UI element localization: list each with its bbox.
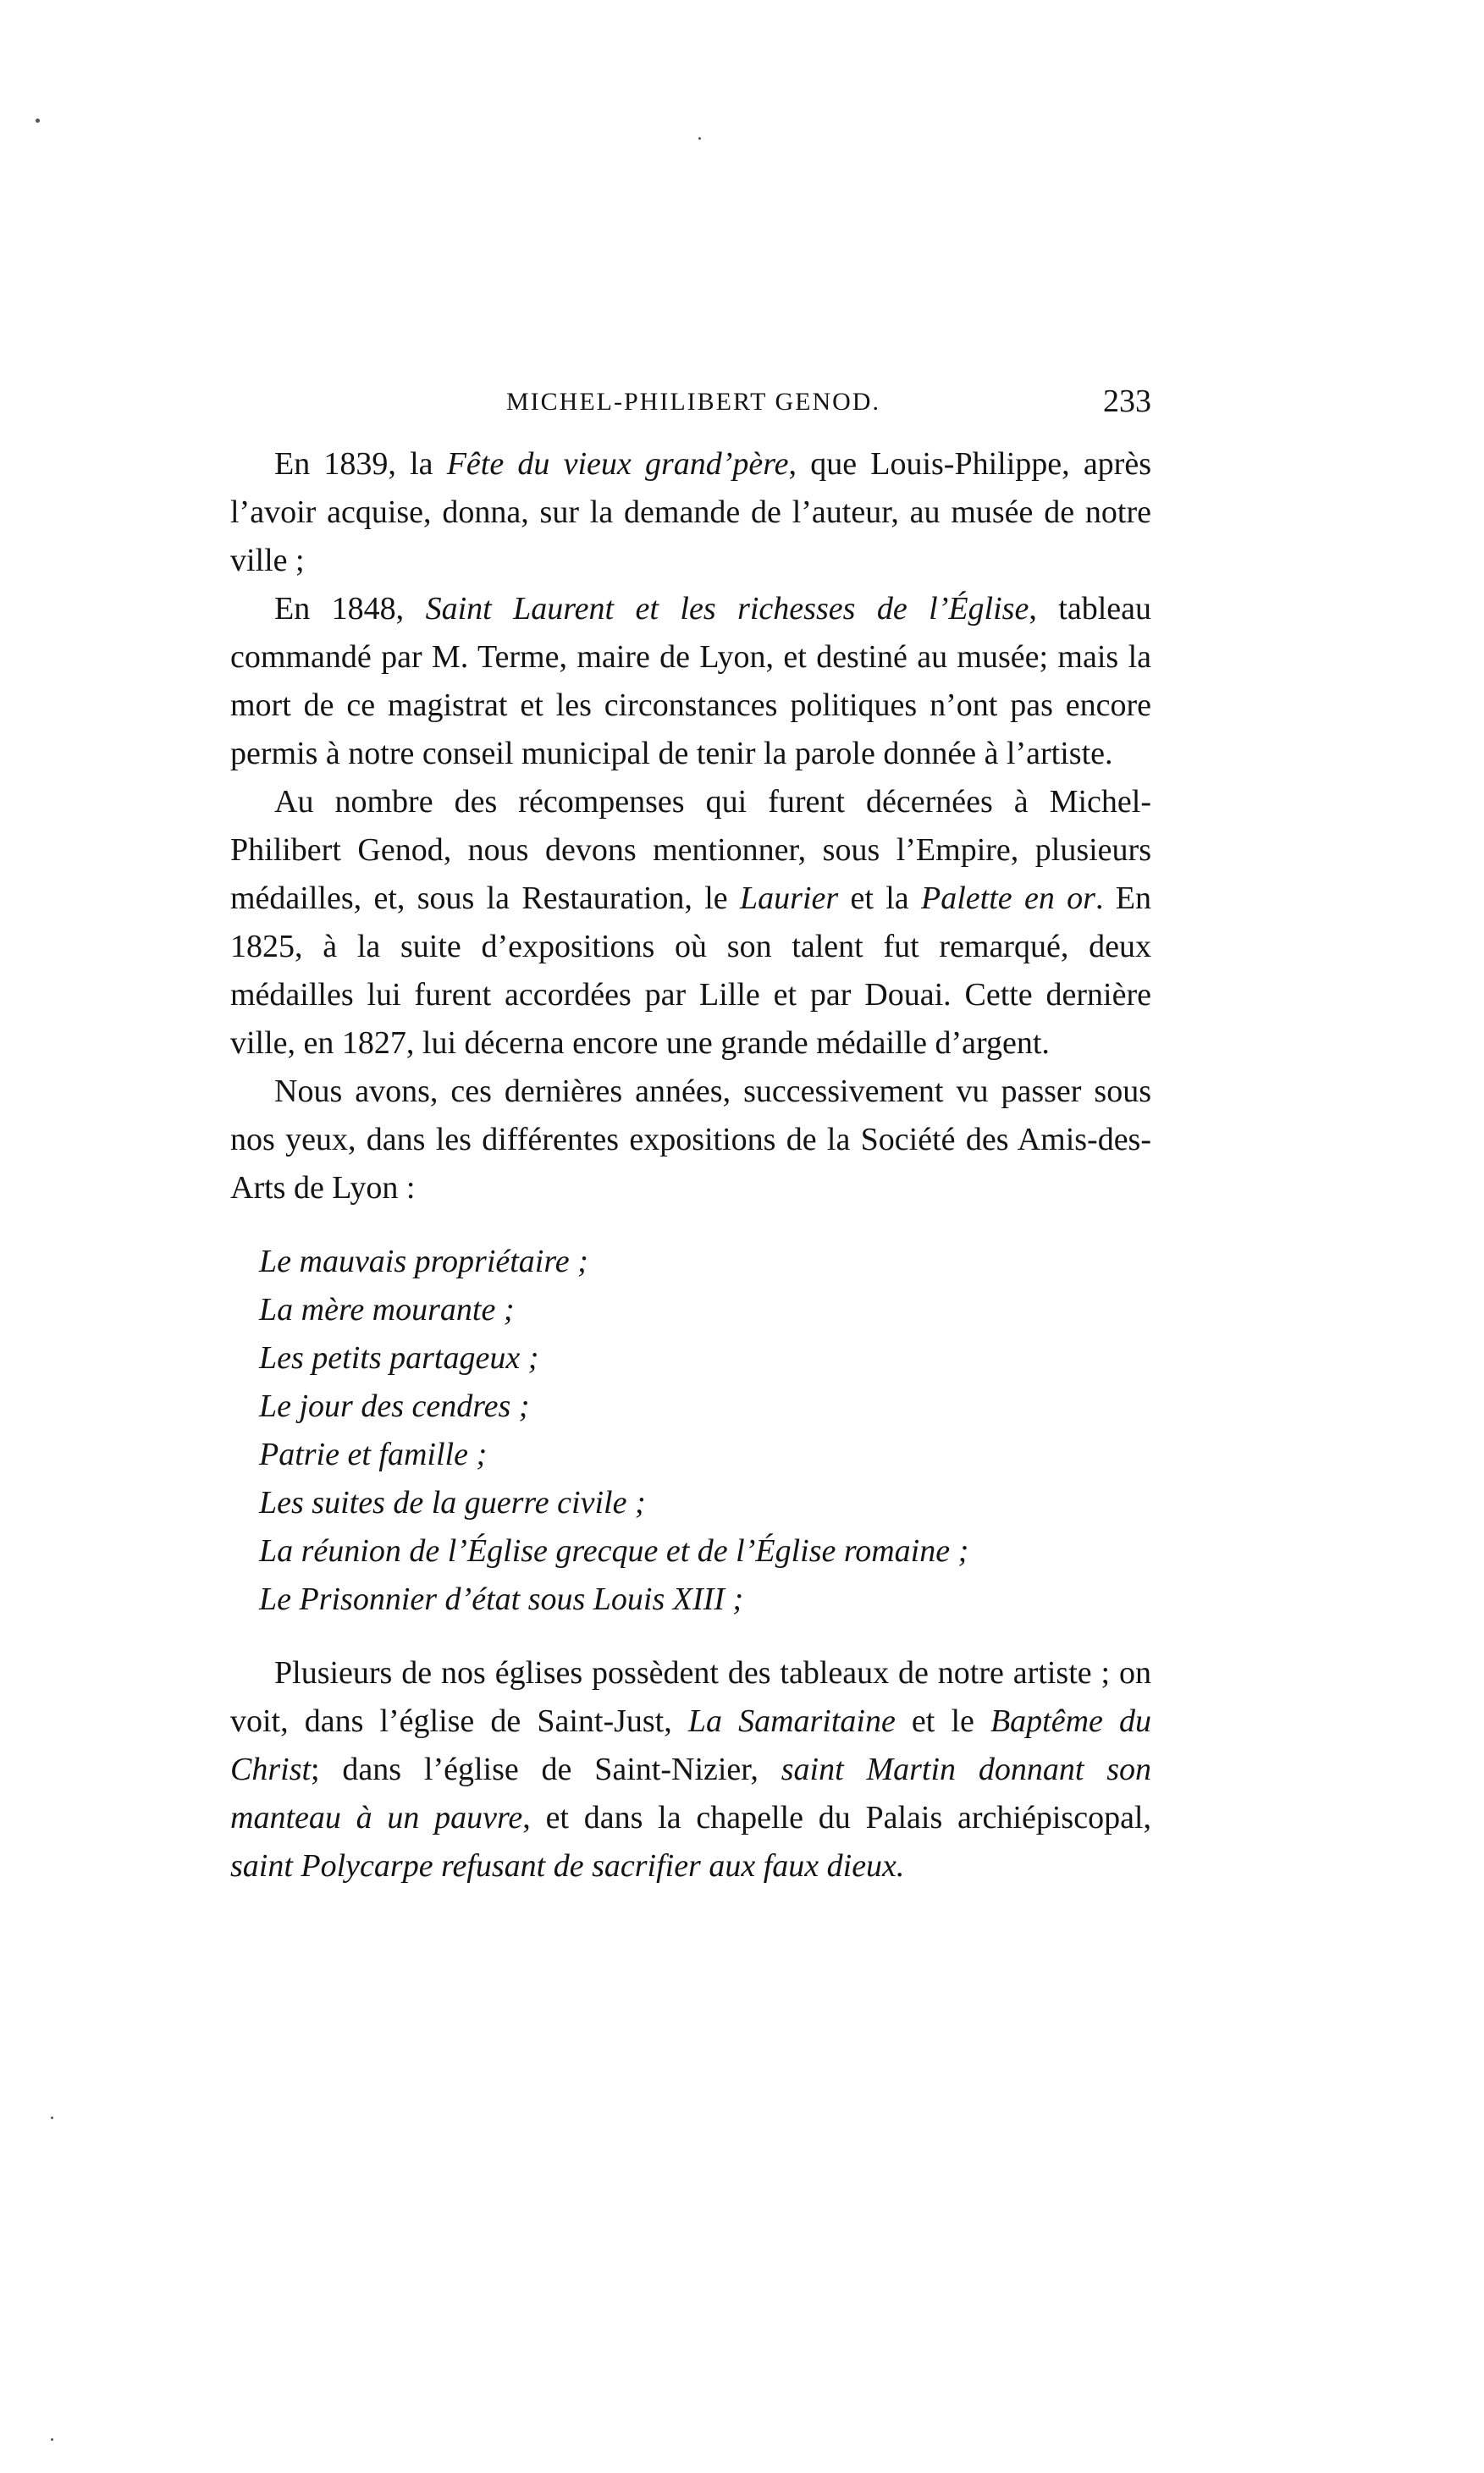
paragraph-5 — [230, 1649, 1151, 1891]
award-palette-en-or: Palette en or — [921, 880, 1095, 916]
running-head — [229, 384, 1151, 430]
paragraph-3-text-end: . En 1825, à la suite d’expositions où son talent fut remarqué, deux médailles lui furent accordées par Lille et par Douai. Cette dernière ville, en 1827, lui décerna encore une grande médaille d’argent. — [230, 880, 1151, 1061]
work-title-saint-martin: saint Martin donnant son manteau à un pauvre — [230, 1752, 1151, 1835]
paragraph-4: Nous avons, ces dernières années, successivement vu passer sous nos yeux, dans les différentes expositions de la Société des Amis-des-Arts de Lyon : — [230, 1074, 1151, 1206]
paragraph-5-text-4: , et dans la chapelle du Palais archiépiscopal, — [522, 1800, 1151, 1835]
works-list — [230, 1238, 1151, 1624]
work-title-saint-polycarpe: saint Polycarpe refusant de sacrifier aux faux dieux. — [230, 1848, 905, 1884]
paragraph-2-text-end: , tableau commandé par M. Terme, maire de Lyon, et destiné au musée; mais la mort de ce magistrat et les circonstances politiques n’ont pas encore permis à notre conseil municipal de tenir la parole donnée à l’artiste. — [230, 591, 1152, 771]
work-title-bapteme-du-christ: Baptême du Christ — [230, 1703, 1152, 1787]
paragraph-1-text: En 1839, la — [274, 446, 447, 482]
work-title-la-samaritaine: La Samaritaine — [687, 1703, 896, 1739]
award-laurier: Laurier — [740, 880, 839, 916]
paragraph-3-text-mid: et la — [838, 880, 921, 916]
body-text — [230, 440, 1151, 1891]
list-item: Les petits partageux ; — [259, 1340, 539, 1376]
list-item: Le Prisonnier d’état sous Louis XIII ; — [259, 1582, 744, 1617]
paragraph-2 — [230, 585, 1151, 778]
paragraph-3-text: Au nombre des récompenses qui furent décernées à Michel-Philibert Genod, nous devons mentionner, sous l’Empire, plusieurs médailles, et, sous la Restauration, le — [230, 784, 1151, 916]
paragraph-5-text-3: ; dans l’église de Saint-Nizier, — [311, 1752, 781, 1787]
scan-speck — [51, 2117, 53, 2119]
paragraph-5-text-2: et le — [895, 1703, 990, 1739]
scan-speck — [36, 119, 40, 123]
paragraph-1 — [230, 440, 1151, 585]
list-item: Le jour des cendres ; — [259, 1388, 530, 1424]
paragraph-3 — [230, 778, 1151, 1068]
paragraph-2-text: En 1848, — [274, 591, 426, 627]
list-item: Patrie et famille ; — [259, 1437, 488, 1472]
list-item: La mère mourante ; — [259, 1292, 515, 1328]
scan-speck — [51, 2438, 53, 2441]
work-title-fete-du-vieux-grand-pere: Fête du vieux grand’père — [446, 446, 789, 482]
list-item: La réunion de l’Église grecque et de l’Église romaine ; — [259, 1533, 969, 1569]
scan-speck — [698, 137, 701, 140]
paragraph-5-text: Plusieurs de nos églises possèdent des tableaux de notre artiste ; on voit, dans l’église de Saint-Just, — [230, 1655, 1151, 1739]
paragraph-1-text-end: , que Louis-Philippe, après l’avoir acquise, donna, sur la demande de l’auteur, au musée de notre ville ; — [230, 446, 1151, 578]
list-item: Le mauvais propriétaire ; — [259, 1244, 588, 1279]
work-title-saint-laurent: Saint Laurent et les richesses de l’Église — [425, 591, 1029, 627]
running-title: MICHEL-PHILIBERT GENOD. — [506, 388, 880, 416]
list-item: Les suites de la guerre civile ; — [259, 1485, 646, 1521]
page-number: 233 — [1103, 384, 1151, 419]
